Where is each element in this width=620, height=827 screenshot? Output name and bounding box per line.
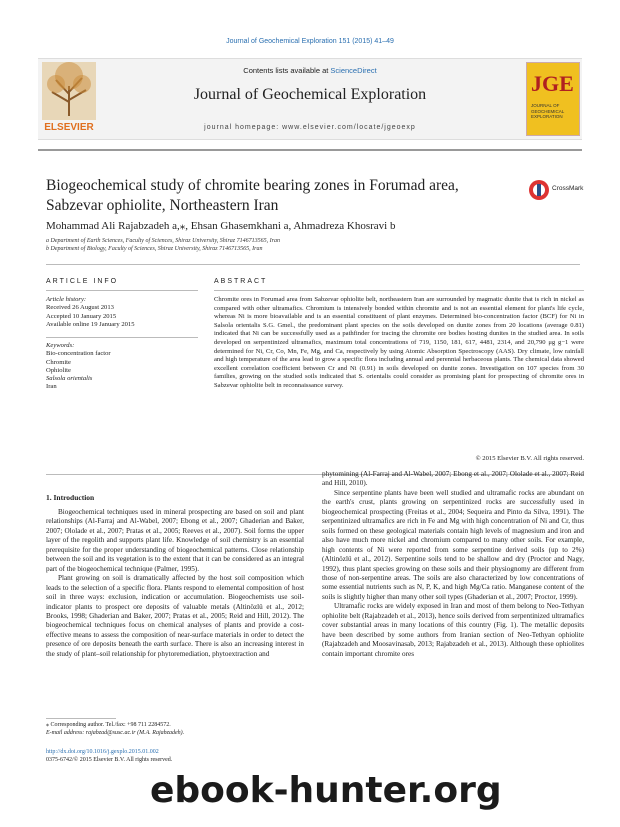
footnote-email[interactable]: E-mail address: rajabzad@susc.ac.ir (M.A. Rajabzadeh). — [46, 730, 185, 736]
history-accepted: Accepted 10 January 2015 — [46, 312, 117, 320]
sciencedirect-link[interactable]: ScienceDirect — [330, 66, 377, 75]
crossmark-badge[interactable] — [528, 178, 586, 202]
keywords — [46, 342, 196, 392]
abstract-text: Chromite ores in Forumad area from Sabzevar ophiolite belt, northeastern Iran are surrounded by magmatic dunite that is rich in nickel as compared with other ultramafics. Chromium is intensively bonded within chromite and is not an essential element for plant's life cycle, whereas Ni is more bioavailable and is an essential constituent of plant enzymes. Determined bio-concentration factor (BCF) for Ni in Salsola orientalis S.G. Gmel., the predominant plant species on the soils developed on dunite zones from 20 locations (average 0.81) indicated that Ni can be successfully used as a pathfinder for tracing the chromite ore bodies hosting dunites in the studied area. In soils developed on serpentinized ultramafics, maximum total concentrations of 719, 1150, 181, 617, 4481, 2314, and 20,790 μg g−1 were determined for Ni, Cr, Co, Mn, Fe, Mg, and Ca, respectively by using Atomic Absorption Spectroscopy (AAS). Dry climate, low rainfall and high temperature of the area lead to grow a specific flora including annual and perennial herbaceous plants. The chemical data showed excellent correlation coefficient between Cr and Ni (0.91) in soils developed on dunite zones. Investigation on 107 species from 30 families, growing on the studied soils indicated that S. orientalis could consider as promising plant for prospecting of chromite ores in Sabzevar ophiolite belt in reconnaissance survey. — [214, 296, 584, 389]
footnote-corresponding: ⁎ Corresponding author. Tel./fax: +98 711 2284572. — [46, 722, 171, 728]
issn-line: 0375-6742/© 2015 Elsevier B.V. All rights reserved. — [46, 757, 173, 763]
watermark: ebook-hunter.org — [150, 770, 502, 811]
header-divider — [38, 149, 582, 151]
paragraph: Biogeochemical techniques used in mineral prospecting are based on soil and plant relationships (Al-Farraj and Al-Wabel, 2007; Ebong et al., 2007; Ghaderian and Baker, 2007; Ololade et al., 2007; Pratas et al., 2005; Reeves et al., 2007). Soil forms the upper layer of the regolith and supports plant life. Knowledge of soil chemistry is an essential prerequisite for the proper understanding of biogeochemical patterns. Close relationship between the soil and its vegetation is to the extent that it can be considered as an integral part of the biogeochemical technique (Palmer, 1995). — [46, 508, 304, 573]
journal-reference[interactable]: Journal of Geochemical Exploration 151 (2015) 41–49 — [226, 38, 394, 45]
article-history — [46, 296, 196, 329]
abstract-rule — [214, 290, 584, 291]
section-heading-introduction: 1. Introduction — [46, 493, 95, 502]
doi-link[interactable]: http://dx.doi.org/10.1016/j.gexplo.2015.01.002 — [46, 749, 159, 755]
journal-title: Journal of Geochemical Exploration — [193, 86, 427, 103]
keyword: Chromite — [46, 358, 71, 366]
history-received: Received 26 August 2013 — [46, 304, 114, 312]
affiliation-a: a Department of Earth Sciences, Faculty of Sciences, Shiraz University, Shiraz 7146713565, Iran — [46, 238, 280, 244]
keywords-label: Keywords: — [46, 342, 75, 349]
history-online: Available online 19 January 2015 — [46, 320, 135, 328]
right-column — [322, 470, 584, 659]
abstract-heading: ABSTRACT — [214, 278, 268, 285]
history-label: Article history: — [46, 296, 87, 303]
crossmark-label: CrossMark — [552, 185, 584, 192]
keyword: Iran — [46, 383, 57, 391]
cover-jge-text: JGE — [531, 71, 574, 96]
journal-homepage[interactable]: journal homepage: www.elsevier.com/locate/jgeoexp — [204, 124, 416, 131]
paragraph: Ultramafic rocks are widely exposed in Iran and most of them belong to Neo-Tethyan ophiolite belt (Rajabzadeh et al., 2013), hence soils derived from serpentinized ultramafics cover substantial areas in many locations of this country (Fig. 1). The metallic deposits have been described by some authors from Iranian section of Neo-Tethyan ophiolite (Rajabzadeh and Moosavinasab, 2013; Rajabzadeh et al., 2013). Although these ophiolites contain important chromite ores — [322, 602, 584, 658]
article-title: Biogeochemical study of chromite bearing zones in Forumad area, Sabzevar ophiolite, Northeastern Iran — [46, 177, 459, 214]
article-info-heading: ARTICLE INFO — [46, 278, 119, 285]
affiliations-divider — [46, 264, 580, 265]
keyword: Bio-concentration factor — [46, 350, 111, 358]
paragraph: phytomining (Al-Farraj and Al-Wabel, 2007; Ebong et al., 2007; Ololade et al., 2007; Reid and Hill, 2010). — [322, 470, 584, 488]
crossmark-icon — [528, 179, 550, 201]
paragraph: Plant growing on soil is dramatically affected by the host soil composition which leads to the selection of a specific flora. Plants respond to elemental composition of host soil in three ways: exclusion, indication or accumulation. Biogeochemists use soil-indicator plants to prospect ore deposits of valuable metals (Altinözlü et al., 2012; Brooks, 1998; Ghaderian and Baker, 2007; Pratas et al., 2005; Reid and Hill, 2012). The biogeochemical techniques focus on chemical analyses of plants and provide a cost-effective means to assess the composition of near-surface materials in order to detect the presence of ore deposits beneath the earth surface. There is also an increasing interest in the study of plant–soil relationship for phytoremediation, phytoextraction and — [46, 574, 304, 658]
copyright-line: © 2015 Elsevier B.V. All rights reserved. — [475, 455, 584, 462]
cover-subtitle: JOURNAL OF GEOCHEMICAL EXPLORATION — [531, 103, 565, 119]
keywords-rule — [46, 337, 198, 338]
keyword: Salsola orientalis — [46, 375, 93, 383]
keyword: Ophiolite — [46, 366, 71, 374]
left-column — [46, 508, 304, 659]
author-list[interactable]: Mohammad Ali Rajabzadeh a,⁎, Ehsan Ghasemkhani a, Ahmadreza Khosravi b — [46, 220, 396, 232]
paragraph: Since serpentine plants have been well studied and ultramafic rocks are abundant on the earth's crust, plants growing on serpentinized rocks are successfully used in biogeochemical prospecting (Freitas et al., 2004; Sequeira and Pinto da Silva, 1991). The serpentinized ultramafics are rich in Fe and Mg with high concentration of Ni and Cr, thus soils formed on these geological materials contain high levels of magnesium and iron and also have much more nickel and chromium compared to many other soils. For example, high contents of Ni were reported from some serpentine derived soils (up to 2%) (Altinözlü et al., 2012). Serpentine soils tend to be shallow and dry (Proctor and Nagy, 1992), thus plant species growing on these soils and their physiognomy are different from those of non-serpentine areas. The soils are also characterized by low concentrations of some essential nutrients such as N, P, K, and high Mg/Ca ratio. Manganese content of the soils is slightly higher than many other soil types (Ghaderian et al., 2007; Proctor, 1999). — [322, 488, 584, 601]
article-info-rule — [46, 290, 198, 291]
contents-line: Contents lists available at ScienceDirect — [243, 66, 377, 75]
elsevier-wordmark: ELSEVIER — [44, 122, 94, 133]
journal-cover-thumbnail[interactable] — [526, 62, 580, 136]
affiliation-b: b Department of Biology, Faculty of Sciences, Shiraz University, Shiraz 7146713565, Iran — [46, 246, 263, 252]
footnote-rule — [46, 718, 116, 719]
